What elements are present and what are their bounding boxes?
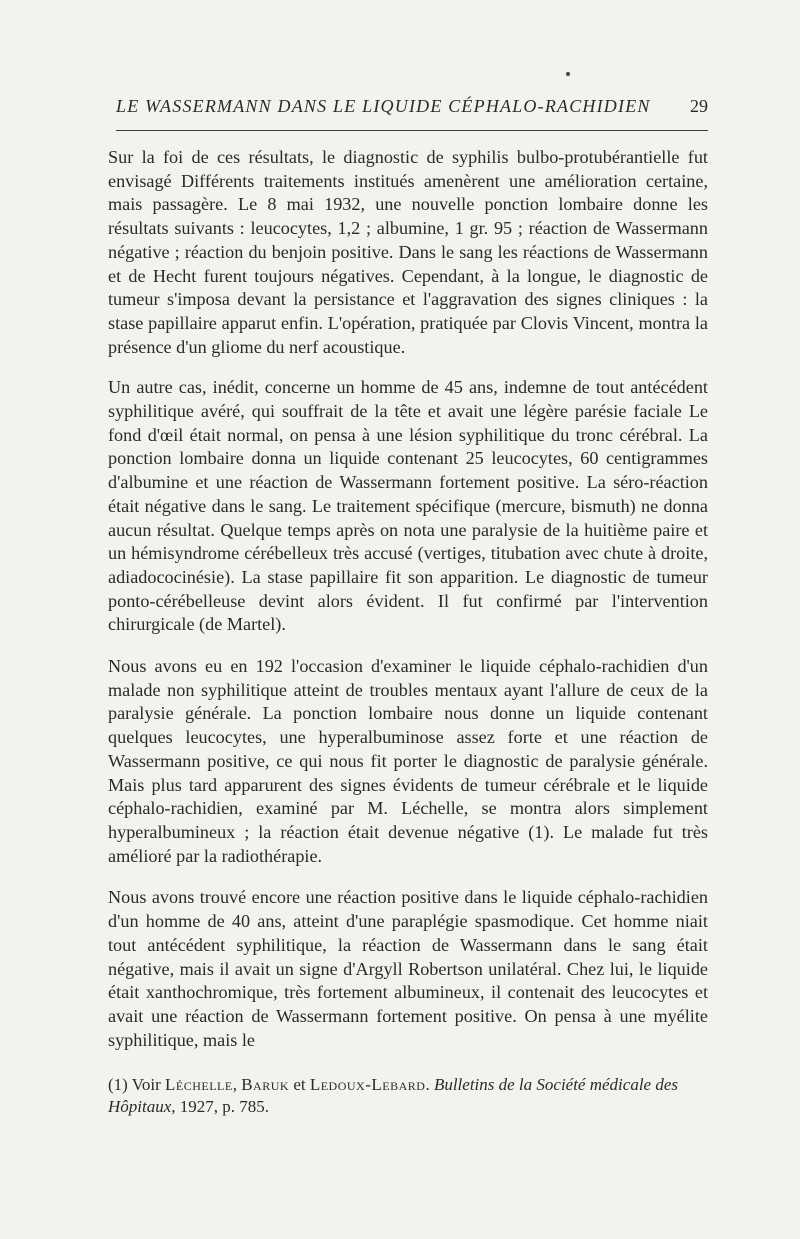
footnote-author-2: Baruk (241, 1075, 290, 1095)
paragraph-3: Nous avons eu en 192 l'occasion d'examiner le liquide céphalo-rachidien d'un malade non syphilitique atteint de troubles mentaux ayant l'allure de ceux de la paralysie générale. La ponction lombaire nous donne un liquide contenant quelques leucocytes, une hyperalbuminose assez forte et une réaction de Wassermann positive, ce qui nous fit porter le diagnostic de paralysie générale. Mais plus tard apparurent des signes évidents de tumeur cérébrale et le liquide céphalo-rachidien, examiné par M. Léchelle, se montra alors simplement hyperalbumineux ; la réaction était devenue négative (1). Le malade fut très amélioré par la radiothérapie. (108, 656, 708, 866)
footnote-author-1: Léchelle (165, 1075, 233, 1095)
page-number: 29 (690, 96, 708, 116)
paragraph-2: Un autre cas, inédit, concerne un homme de 45 ans, indemne de tout antécédent syphilitique avéré, qui souffrait de la tête et avait une légère parésie faciale Le fond d'œil était normal, on pensa à une lésion syphilitique du tronc cérébral. La ponction lombaire donna un liquide contenant 25 leucocytes, 60 centigrammes d'albumine et une réaction de Wassermann fortement positive. La séro-réaction était négative dans le sang. Le traitement spécifique (mercure, bismuth) ne donna aucun résultat. Quelque temps après on nota une paralysie de la huitième paire et un hémisyndrome cérébelleux très accusé (vertiges, titubation avec chute à droite, adiadococinésie). La stase papillaire fit son apparition. Le diagnostic de tumeur ponto-cérébelleuse devint alors évident. Il fut confirmé par l'intervention chirurgicale (de Martel). (108, 377, 708, 635)
page (108, 96, 708, 1118)
footnote-sep-1: , (232, 1075, 242, 1095)
paragraph-1: Sur la foi de ces résultats, le diagnostic de syphilis bulbo-protubérantielle fut envisagé Différents traitements institués amenèrent une amélioration certaine, mais passagère. Le 8 mai 1932, une nouvelle ponction lombaire donne les résultats suivants : leucocytes, 1,2 ; albumine, 1 gr. 95 ; réaction de Wassermann négative ; réaction du benjoin positive. Dans le sang les réactions de Wassermann et de Hecht furent toujours négatives. Cependant, à la longue, le diagnostic de tumeur s'imposa devant la persistance et l'aggravation des signes cliniques : la stase papillaire apparut enfin. L'opération, pratiquée par Clovis Vincent, montra la présence d'un gliome du nerf acoustique. (108, 147, 708, 357)
paragraph-4: Nous avons trouvé encore une réaction positive dans le liquide céphalo-rachidien d'un homme de 40 ans, atteint d'une paraplégie spasmodique. Cet homme niait tout antécédent syphilitique, la réaction de Wassermann dans le sang était négative, mais il avait un signe d'Argyll Robertson unilatéral. Chez lui, le liquide était xanthochromique, très fortement albumineux, il contenait des leucocytes et avait une réaction de Wassermann fortement positive. On pensa à une myélite syphilitique, mais le (108, 887, 708, 1050)
footnote-sep-2: et (289, 1075, 310, 1095)
footnote-rest: , 1927, p. 785. (171, 1097, 270, 1117)
running-header (116, 96, 708, 131)
footnote (108, 1074, 708, 1118)
footnote-marker: (1) Voir (108, 1075, 161, 1095)
stray-mark (566, 72, 570, 76)
footnote-sep-3: . (425, 1075, 434, 1095)
footnote-author-3: Ledoux-Lebard (309, 1075, 426, 1095)
running-title: LE WASSERMANN DANS LE LIQUIDE CÉPHALO-RACHIDIEN (116, 96, 651, 116)
footnote-journal: Bulletins de la Société médicale des Hôpitaux (108, 1075, 678, 1117)
